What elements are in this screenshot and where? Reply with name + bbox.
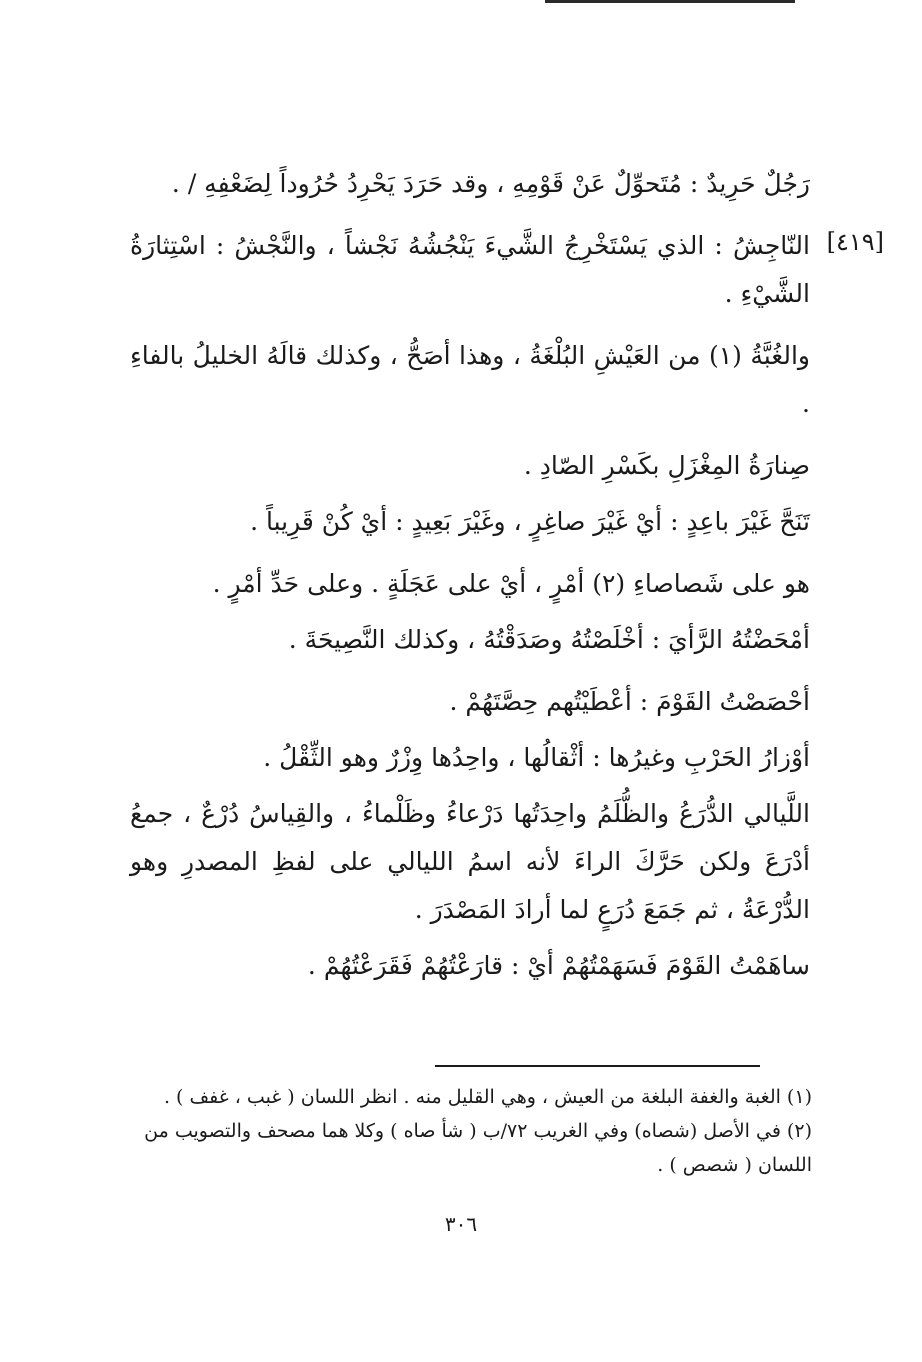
entry-durau: اللَّيالي الدُّرَعُ والظُّلَمُ واحِدَتُها دَرْعاءُ وظَلْماءُ ، والقِياسُ دُرْعٌ ، جمعُ أدْرَعَ ولكن حَرَّكَ الراءَ لأنه اسمُ الليالي على لفظِ المصدرِ وهو الدُّرْعَةُ ، ثم جَمَعَ دُرَعٍ لما أرادَ المَصْدَرَ . [130, 799, 810, 924]
footnote-divider [435, 1065, 760, 1067]
entry-tanahha: تَنَحَّ غَيْرَ باعِدٍ : أيْ غَيْرَ صاغِرٍ ، وغَيْرَ بَعِيدٍ : أيْ كُنْ قَرِيباً . [250, 507, 810, 536]
entry-najish: النّاجِشُ : الذي يَسْتَخْرِجُ الشَّيءَ يَنْجُشُهُ نَجْشاً ، والنَّجْشُ : اسْتِثارَةُ الشَّيْءِ . [130, 231, 810, 308]
footnote-2: (٢) في الأصل (شصاه) وفي الغريب ٧٢/ب ( شأ صاه ) وكلا هما مصحف والتصويب من اللسان ( شصص ) . [144, 1120, 812, 1176]
entry-amhadtuhu: أمْحَضْتُهُ الرَّأيَ : أخْلَصْتُهُ وصَدَقْتُهُ ، وكذلك النَّصِيحَةَ . [288, 625, 810, 654]
entry-sinara: صِنارَةُ المِغْزَلِ بكَسْرِ الصّادِ . [523, 451, 810, 480]
entry-sahamtu: ساهَمْتُ القَوْمَ فَسَهَمْتُهُمْ أيْ : قارَعْتُهُمْ فَقَرَعْتُهُمْ . [307, 951, 810, 980]
top-rule [545, 0, 795, 3]
footnotes [122, 1080, 812, 1182]
footnote-1: (١) الغبة والغفة البلغة من العيش ، وهي القليل منه . انظر اللسان ( غبب ، غفف ) . [163, 1086, 812, 1108]
margin-folio-marker: [٤١٩] [826, 228, 884, 256]
entry-shasasa: هو على شَصاصاءِ (٢) أمْرٍ ، أيْ على عَجَلَةٍ . وعلى حَدِّ أمْرٍ . [212, 569, 810, 598]
entry-ghubba: والغُبَّةُ (١) من العَيْشِ البُلْغَةُ ، وهذا أصَحُّ ، وكذلك قالَهُ الخليلُ بالفاءِ . [130, 341, 810, 418]
main-text [130, 160, 810, 1004]
entry-ahsastu: أحْصَصْتُ القَوْمَ : أعْطَيْتُهم حِصَّتَهُمْ . [449, 687, 810, 716]
entry-awzar: أوْزارُ الحَرْبِ وغيرُها : أثْقالُها ، واحِدُها وِزْرٌ وهو الثِّقْلُ . [263, 743, 810, 772]
page-number: ٣٠٦ [444, 1212, 478, 1236]
entry-harid: رَجُلٌ حَرِيدٌ : مُتَحوِّلٌ عَنْ قَوْمِهِ ، وقد حَرَدَ يَحْرِدُ حُرُوداً لِضَعْفِهِ / . [171, 169, 810, 198]
